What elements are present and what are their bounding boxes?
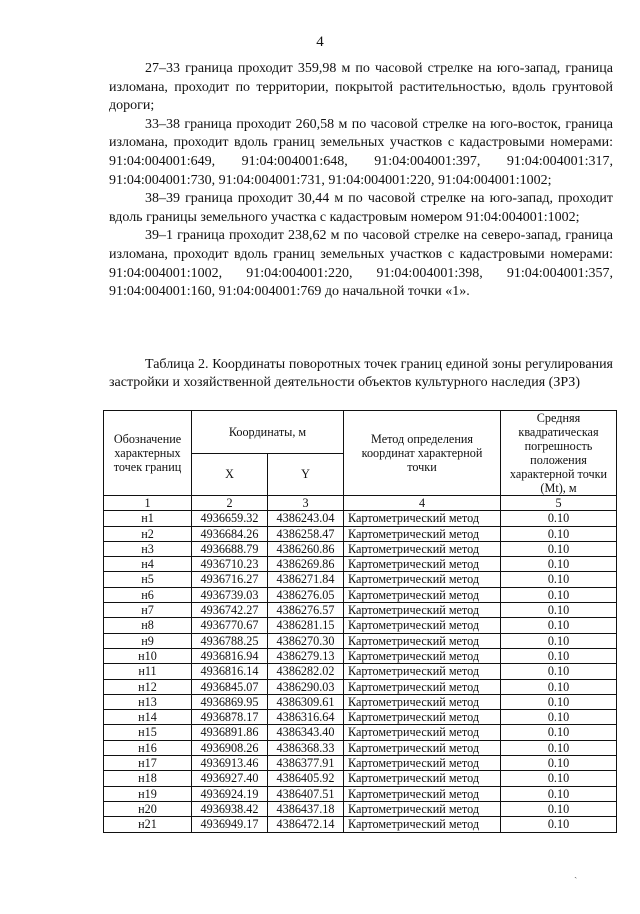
cell-point: н20 [104, 801, 192, 816]
column-number: 3 [268, 496, 344, 511]
header-x: X [192, 453, 268, 496]
cell-error: 0.10 [501, 633, 617, 648]
column-number: 2 [192, 496, 268, 511]
cell-y: 4386316.64 [268, 710, 344, 725]
header-method: Метод определения координат характерной точки [344, 411, 501, 496]
cell-method: Картометрический метод [344, 541, 501, 556]
table-row [104, 694, 617, 709]
table-row [104, 664, 617, 679]
table-row [104, 710, 617, 725]
cell-error: 0.10 [501, 801, 617, 816]
cell-method: Картометрический метод [344, 725, 501, 740]
cell-y: 4386343.40 [268, 725, 344, 740]
table-row [104, 817, 617, 832]
cell-point: н9 [104, 633, 192, 648]
cell-error: 0.10 [501, 648, 617, 663]
cell-method: Картометрический метод [344, 771, 501, 786]
cell-x: 4936688.79 [192, 541, 268, 556]
cell-y: 4386270.30 [268, 633, 344, 648]
page-number: 4 [316, 34, 324, 50]
cell-point: н2 [104, 526, 192, 541]
table-row [104, 572, 617, 587]
paragraph-33-38: 33–38 граница проходит 260,58 м по часовой стрелке на юго-восток, граница изломана, проходит вдоль границ земельных участков с кадастровыми номерами: 91:04:004001:649, 91:04:004001:648, 91:04:004001:397, 91:04:004001:317, 91:04:004001:730, 91:04:004001:731, 91:04:004001:220, 91:04:004001:1002; [109, 116, 613, 188]
cell-error: 0.10 [501, 786, 617, 801]
cell-point: н5 [104, 572, 192, 587]
cell-error: 0.10 [501, 541, 617, 556]
cell-x: 4936684.26 [192, 526, 268, 541]
cell-x: 4936913.46 [192, 756, 268, 771]
cell-x: 4936816.14 [192, 664, 268, 679]
cell-error: 0.10 [501, 526, 617, 541]
cell-y: 4386377.91 [268, 756, 344, 771]
cell-error: 0.10 [501, 603, 617, 618]
cell-x: 4936927.40 [192, 771, 268, 786]
cell-x: 4936742.27 [192, 603, 268, 618]
cell-error: 0.10 [501, 725, 617, 740]
cell-method: Картометрический метод [344, 786, 501, 801]
cell-method: Картометрический метод [344, 801, 501, 816]
cell-point: н21 [104, 817, 192, 832]
cell-y: 4386269.86 [268, 557, 344, 572]
cell-x: 4936659.32 [192, 511, 268, 526]
header-coordinates: Координаты, м [192, 411, 344, 454]
cell-point: н17 [104, 756, 192, 771]
table-row [104, 511, 617, 526]
paragraph-39-1: 39–1 граница проходит 238,62 м по часовой стрелке на северо-запад, граница изломана, проходит вдоль границ земельных участков с кадастровыми номерами: 91:04:004001:1002, 91:04:004001:220, 91:04:004001:398, 91:04:004001:357, 91:04:004001:160, 91:04:004001:769 до начальной точки «1». [109, 228, 613, 300]
cell-x: 4936891.86 [192, 725, 268, 740]
cell-point: н4 [104, 557, 192, 572]
cell-error: 0.10 [501, 756, 617, 771]
column-number: 1 [104, 496, 192, 511]
cell-x: 4936938.42 [192, 801, 268, 816]
cell-y: 4386260.86 [268, 541, 344, 556]
cell-method: Картометрический метод [344, 557, 501, 572]
cell-y: 4386258.47 [268, 526, 344, 541]
cell-method: Картометрический метод [344, 648, 501, 663]
coordinates-table [103, 410, 617, 833]
paragraph-38-39: 38–39 граница проходит 30,44 м по часовой стрелке на юго-запад, проходит вдоль границы земельного участка с кадастровым номером 91:04:004001:1002; [109, 191, 613, 225]
cell-method: Картометрический метод [344, 526, 501, 541]
cell-method: Картометрический метод [344, 603, 501, 618]
header-error: Средняя квадратическая погрешность положения характерной точки (Mt), м [501, 411, 617, 496]
table-row [104, 756, 617, 771]
cell-point: н18 [104, 771, 192, 786]
cell-x: 4936770.67 [192, 618, 268, 633]
cell-method: Картометрический метод [344, 511, 501, 526]
cell-method: Картометрический метод [344, 817, 501, 832]
cell-point: н3 [104, 541, 192, 556]
cell-error: 0.10 [501, 771, 617, 786]
table-row [104, 603, 617, 618]
cell-y: 4386276.05 [268, 587, 344, 602]
paragraph-27-33: 27–33 граница проходит 359,98 м по часовой стрелке на юго-запад, граница изломана, проходит по территории, покрытой растительностью, вдоль грунтовой дороги; [109, 61, 613, 114]
cell-point: н11 [104, 664, 192, 679]
cell-error: 0.10 [501, 710, 617, 725]
cell-error: 0.10 [501, 694, 617, 709]
cell-error: 0.10 [501, 557, 617, 572]
cell-x: 4936878.17 [192, 710, 268, 725]
cell-method: Картометрический метод [344, 694, 501, 709]
cell-x: 4936908.26 [192, 740, 268, 755]
cell-y: 4386405.92 [268, 771, 344, 786]
cell-point: н13 [104, 694, 192, 709]
table-row [104, 771, 617, 786]
cell-y: 4386309.61 [268, 694, 344, 709]
table-row [104, 526, 617, 541]
cell-x: 4936924.19 [192, 786, 268, 801]
cell-y: 4386407.51 [268, 786, 344, 801]
table-row [104, 557, 617, 572]
cell-method: Картометрический метод [344, 572, 501, 587]
cell-point: н15 [104, 725, 192, 740]
table-row [104, 786, 617, 801]
cell-error: 0.10 [501, 817, 617, 832]
cell-method: Картометрический метод [344, 710, 501, 725]
cell-x: 4936845.07 [192, 679, 268, 694]
cell-y: 4386290.03 [268, 679, 344, 694]
cell-x: 4936710.23 [192, 557, 268, 572]
cell-y: 4386276.57 [268, 603, 344, 618]
cell-y: 4386472.14 [268, 817, 344, 832]
cell-x: 4936788.25 [192, 633, 268, 648]
cell-error: 0.10 [501, 587, 617, 602]
cell-x: 4936739.03 [192, 587, 268, 602]
cell-error: 0.10 [501, 664, 617, 679]
table-row [104, 801, 617, 816]
cell-error: 0.10 [501, 740, 617, 755]
table-row [104, 648, 617, 663]
cell-y: 4386437.18 [268, 801, 344, 816]
cell-x: 4936869.95 [192, 694, 268, 709]
cell-point: н16 [104, 740, 192, 755]
table-row [104, 740, 617, 755]
column-number: 4 [344, 496, 501, 511]
cell-x: 4936816.94 [192, 648, 268, 663]
cell-error: 0.10 [501, 572, 617, 587]
column-number: 5 [501, 496, 617, 511]
cell-y: 4386243.04 [268, 511, 344, 526]
header-point: Обозначение характерных точек границ [104, 411, 192, 496]
table-row [104, 633, 617, 648]
cell-error: 0.10 [501, 511, 617, 526]
cell-y: 4386282.02 [268, 664, 344, 679]
cell-method: Картометрический метод [344, 740, 501, 755]
cell-point: н14 [104, 710, 192, 725]
table-row [104, 679, 617, 694]
cell-y: 4386271.84 [268, 572, 344, 587]
table-row [104, 541, 617, 556]
table-caption: Таблица 2. Координаты поворотных точек границ единой зоны регулирования застройки и хозяйственной деятельности объектов культурного наследия (ЗРЗ) [109, 357, 613, 390]
cell-x: 4936716.27 [192, 572, 268, 587]
boundary-description [109, 60, 613, 302]
table-row [104, 725, 617, 740]
cell-point: н10 [104, 648, 192, 663]
cell-method: Картометрический метод [344, 679, 501, 694]
cell-method: Картометрический метод [344, 587, 501, 602]
cell-point: н6 [104, 587, 192, 602]
cell-error: 0.10 [501, 679, 617, 694]
corner-mark: ˎ [574, 868, 578, 879]
header-y: Y [268, 453, 344, 496]
cell-point: н19 [104, 786, 192, 801]
cell-method: Картометрический метод [344, 664, 501, 679]
cell-y: 4386279.13 [268, 648, 344, 663]
table-body [104, 511, 617, 832]
table-row [104, 587, 617, 602]
table-row [104, 618, 617, 633]
cell-method: Картометрический метод [344, 633, 501, 648]
cell-y: 4386368.33 [268, 740, 344, 755]
cell-point: н8 [104, 618, 192, 633]
cell-point: н1 [104, 511, 192, 526]
cell-error: 0.10 [501, 618, 617, 633]
cell-point: н7 [104, 603, 192, 618]
cell-point: н12 [104, 679, 192, 694]
cell-x: 4936949.17 [192, 817, 268, 832]
cell-y: 4386281.15 [268, 618, 344, 633]
cell-method: Картометрический метод [344, 618, 501, 633]
cell-method: Картометрический метод [344, 756, 501, 771]
